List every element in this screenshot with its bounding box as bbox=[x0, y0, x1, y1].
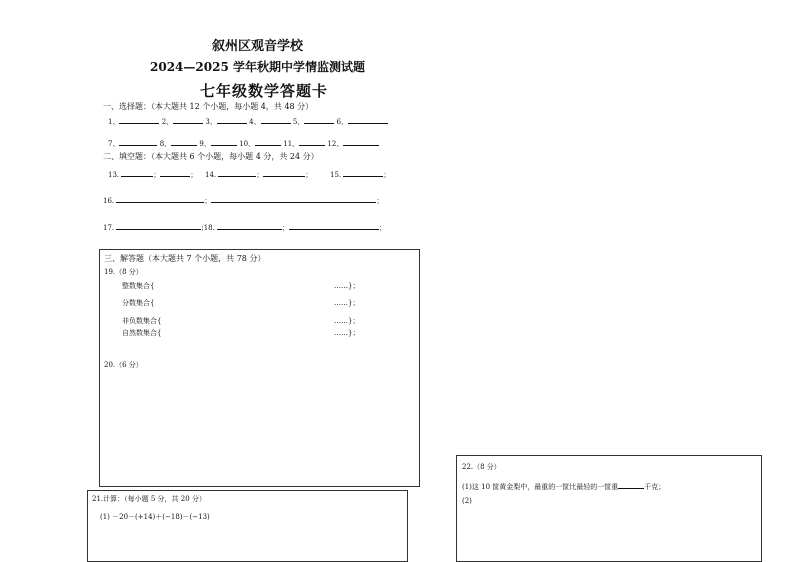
q4-blank[interactable] bbox=[261, 115, 291, 124]
q15-blank[interactable] bbox=[343, 168, 383, 177]
q21-title: 21.计算：（每小题 5 分，共 20 分） bbox=[92, 495, 206, 503]
q9-label: 9、 bbox=[199, 140, 211, 148]
q1-blank[interactable] bbox=[119, 115, 159, 124]
q2-label: 2、 bbox=[161, 118, 174, 126]
set-natural-end: ……}； bbox=[334, 329, 360, 337]
q15-label: 15. bbox=[330, 171, 342, 179]
q4-label: 4、 bbox=[249, 118, 261, 126]
set-nonnegative-label: 非负数集合{ bbox=[122, 317, 162, 325]
q10-blank[interactable] bbox=[255, 137, 281, 146]
set-integer-label: 整数集合{ bbox=[122, 282, 155, 290]
q11-blank[interactable] bbox=[299, 137, 325, 146]
q13-blank-a[interactable] bbox=[121, 168, 153, 177]
q14-label: 14. bbox=[205, 171, 217, 179]
section2-title: 二、填空题：（本大题共 6 个小题，每小题 4 分，共 24 分） bbox=[103, 152, 319, 161]
q10-label: 10、 bbox=[239, 140, 256, 148]
q18-blank-b[interactable] bbox=[289, 221, 379, 230]
q17-label: 17. bbox=[103, 224, 115, 232]
q6-blank[interactable] bbox=[348, 115, 388, 124]
q14-blank-b[interactable] bbox=[263, 168, 305, 177]
q22-part1-text: (1)这 10 筐黄金梨中，最重的一筐比最轻的一筐重 bbox=[462, 483, 619, 491]
set-fraction-end: ……}； bbox=[334, 299, 360, 307]
q18-label: ;18. bbox=[201, 224, 215, 232]
school-name: 叙州区观音学校 bbox=[212, 39, 304, 54]
q13-blank-b[interactable] bbox=[160, 168, 190, 177]
set-fraction-label: 分数集合{ bbox=[122, 299, 155, 307]
q18-blank-a[interactable] bbox=[217, 221, 282, 230]
choice-row-2 bbox=[108, 137, 379, 149]
fill-row-13: 13. ； ； bbox=[108, 168, 197, 180]
set-integer-end: ……}； bbox=[334, 282, 360, 290]
q11-label: 11、 bbox=[283, 140, 300, 148]
q12-label: 12、 bbox=[327, 140, 344, 148]
q5-label: 5、 bbox=[292, 118, 305, 126]
q20-label: 20.（6 分） bbox=[104, 361, 143, 369]
exam-title: 2024—2025 学年秋期中学情监测试题 bbox=[150, 60, 365, 74]
q2-blank[interactable] bbox=[173, 115, 203, 124]
fill-row-17-18: 17. ;18. ； ； bbox=[103, 221, 386, 233]
q16-blank-a[interactable] bbox=[116, 194, 204, 203]
q1-label: 1、 bbox=[108, 118, 120, 126]
q3-label: 3、 bbox=[205, 118, 217, 126]
fill-row-16: 16. ； ； bbox=[103, 194, 383, 206]
q16-label: 16. bbox=[103, 197, 115, 205]
q21-part1: (1) －20－(+14)＋(−18)－(−13) bbox=[100, 513, 210, 521]
answer-card-title: 七年级数学答题卡 bbox=[200, 82, 329, 100]
q22-unit: 千克； bbox=[644, 483, 666, 491]
q9-blank[interactable] bbox=[211, 137, 237, 146]
choice-row-1 bbox=[108, 115, 388, 127]
fill-row-15: 15. ； bbox=[330, 168, 390, 180]
fill-row-14: 14. ； ； bbox=[205, 168, 312, 180]
q3-blank[interactable] bbox=[217, 115, 247, 124]
set-nonnegative-end: ……}； bbox=[334, 317, 360, 325]
q8-blank[interactable] bbox=[171, 137, 197, 146]
q22-part2: (2) bbox=[462, 497, 472, 505]
q5-blank[interactable] bbox=[304, 115, 334, 124]
q22-part1 bbox=[462, 480, 665, 492]
q13-label: 13. bbox=[108, 171, 120, 179]
set-natural-label: 自然数集合{ bbox=[122, 329, 162, 337]
q6-label: 6、 bbox=[336, 118, 348, 126]
q8-label: 8、 bbox=[159, 140, 172, 148]
q12-blank[interactable] bbox=[343, 137, 379, 146]
section3-title: 三、解答题（本大题共 7 个小题，共 78 分） bbox=[104, 254, 266, 263]
q16-blank-b[interactable] bbox=[211, 194, 376, 203]
q17-blank[interactable] bbox=[116, 221, 201, 230]
q7-blank[interactable] bbox=[119, 137, 157, 146]
q22-blank[interactable] bbox=[618, 480, 644, 489]
section1-title: 一、选择题：（本大题共 12 个小题，每小题 4，共 48 分） bbox=[103, 102, 314, 111]
q22-title: 22.（8 分） bbox=[462, 463, 501, 471]
q22-answer-box[interactable] bbox=[456, 455, 762, 562]
q7-label: 7、 bbox=[108, 140, 120, 148]
q19-label: 19.（8 分） bbox=[104, 268, 143, 276]
q14-blank-a[interactable] bbox=[218, 168, 256, 177]
